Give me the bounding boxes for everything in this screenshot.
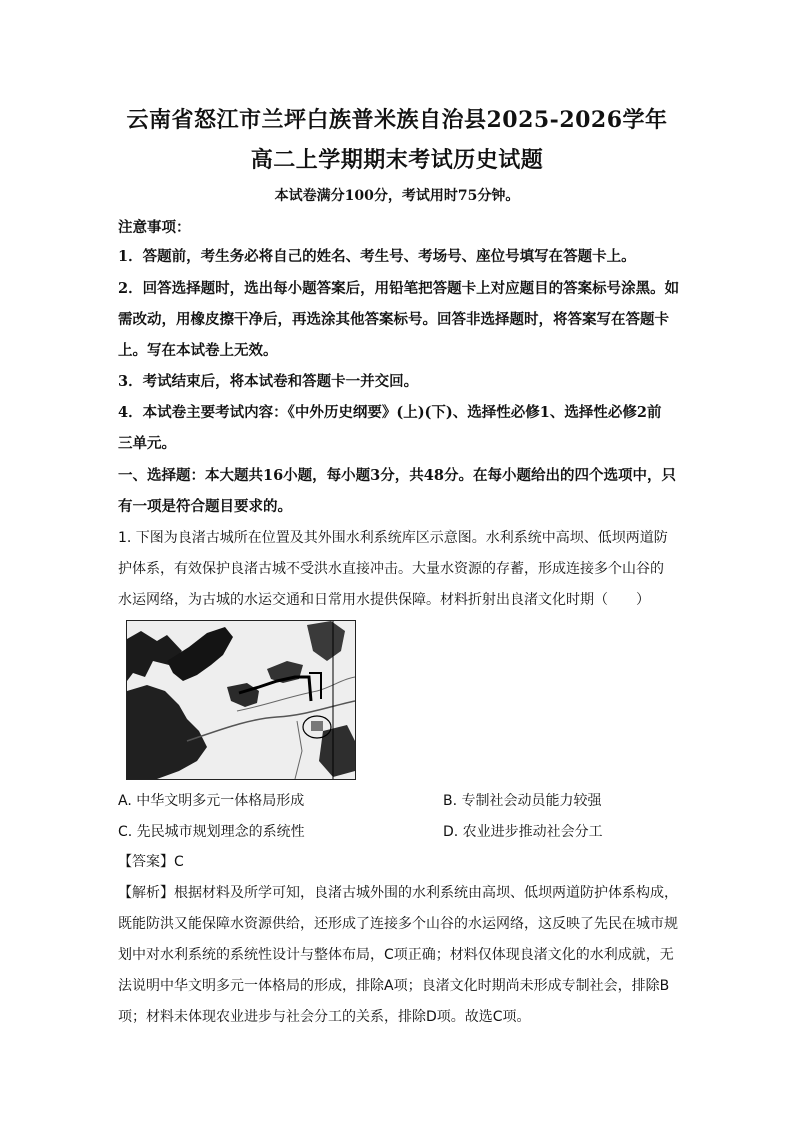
notes-line: 2．回答选择题时，选出每小题答案后，用铅笔把答题卡上对应题目的答案标号涂黑。如: [118, 280, 680, 297]
notes-heading: 注意事项：: [118, 219, 191, 236]
section-heading-line1: 一、选择题：本大题共16小题，每小题3分，共48分。在每小题给出的四个选项中，只: [118, 467, 676, 484]
notes-line: 上。写在本试卷上无效。: [118, 342, 278, 359]
liangzhu-map-image: [126, 620, 356, 780]
liangzhu-map-drawing: [127, 621, 355, 779]
question1-stem-line: 1. 下图为良渚古城所在位置及其外围水利系统库区示意图。水利系统中高坝、低坝两道防: [118, 530, 668, 546]
answer-line: 【答案】C: [118, 854, 184, 870]
analysis-line: 【解析】根据材料及所学可知，良渚古城外围的水利系统由高坝、低坝两道防护体系构成，: [118, 885, 678, 901]
exam-title-line2: 高二上学期期末考试历史试题: [250, 147, 544, 173]
notes-line: 4．本试卷主要考试内容：《中外历史纲要》(上)(下)、选择性必修1、选择性必修2前: [118, 404, 662, 421]
option-a: A. 中华文明多元一体格局形成: [118, 793, 305, 809]
analysis-line: 既能防洪又能保障水资源供给，还形成了连接多个山谷的水运网络，这反映了先民在城市规: [118, 916, 678, 932]
option-c: C. 先民城市规划理念的系统性: [118, 824, 305, 840]
notes-line: 1．答题前，考生务必将自己的姓名、考生号、考场号、座位号填写在答题卡上。: [118, 248, 636, 265]
exam-title-line1: 云南省怒江市兰坪白族普米族自治县2025-2026学年: [126, 107, 668, 133]
notes-line: 需改动，用橡皮擦干净后，再选涂其他答案标号。回答非选择题时，将答案写在答题卡: [118, 311, 669, 328]
option-b: B. 专制社会动员能力较强: [443, 793, 602, 809]
question1-stem-line: 水运网络，为古城的水运交通和日常用水提供保障。材料折射出良渚文化时期（ ）: [118, 592, 650, 608]
section-heading-line2: 有一项是符合题目要求的。: [118, 498, 292, 515]
option-d: D. 农业进步推动社会分工: [443, 824, 603, 840]
analysis-line: 法说明中华文明多元一体格局的形成，排除A项；良渚文化时期尚未形成专制社会，排除B: [118, 978, 670, 994]
analysis-line: 项；材料未体现农业进步与社会分工的关系，排除D项。故选C项。: [118, 1009, 531, 1025]
analysis-line: 划中对水利系统的系统性设计与整体布局，C项正确；材料仅体现良渚文化的水利成就，无: [118, 947, 674, 963]
exam-subtitle: 本试卷满分100分，考试用时75分钟。: [274, 188, 520, 204]
notes-line: 三单元。: [118, 435, 176, 452]
question1-stem-line: 护体系，有效保护良渚古城不受洪水直接冲击。大量水资源的存蓄，形成连接多个山谷的: [118, 561, 664, 577]
notes-line: 3．考试结束后，将本试卷和答题卡一并交回。: [118, 373, 419, 390]
